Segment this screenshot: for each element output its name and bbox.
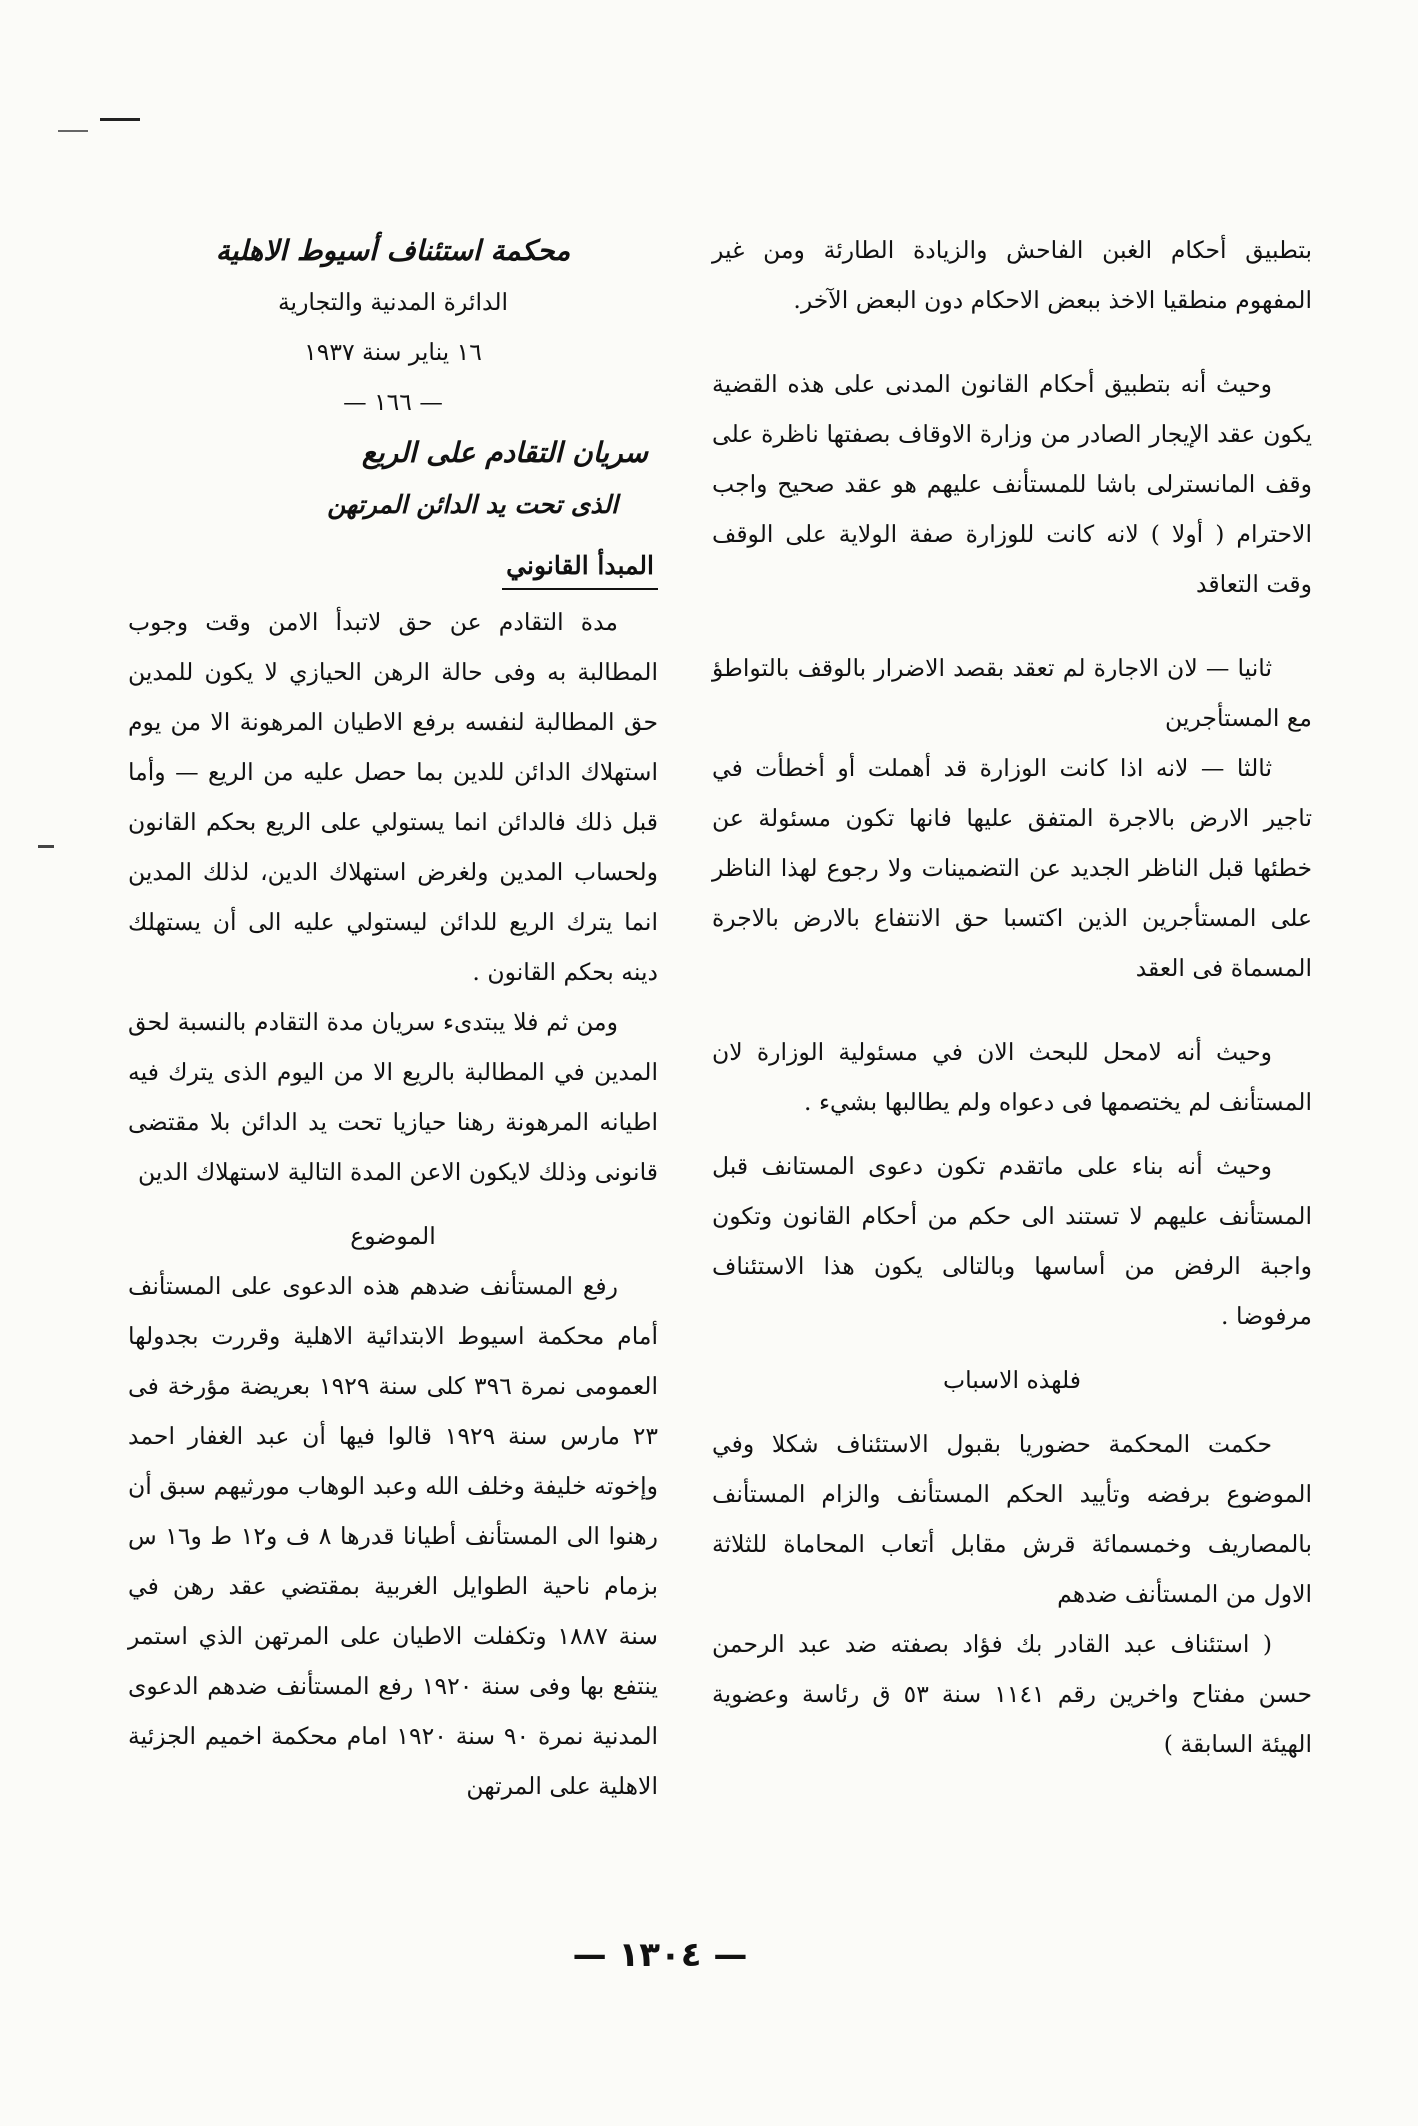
- paragraph: رفع المستأنف ضدهم هذه الدعوى على المستأنف أمام محكمة اسيوط الابتدائية الاهلية وقررت بجدولها العمومى نمرة ٣٩٦ كلى سنة ١٩٢٩ بعريضة مؤرخة فى ٢٣ مارس سنة ١٩٢٩ قالوا فيها أن عبد الغفار احمد وإخوته خليفة وخلف الله وعبد الوهاب مورثيهم سبق أن رهنوا الى المستأنف أطيانا قدرها ٨ ف و١٢ ط و١٦ س بزمام ناحية الطوايل الغربية بمقتضي عقد رهن في سنة ١٨٨٧ وتكفلت الاطيان على المرتهن الذي استمر ينتفع بها وفى سنة ١٩٢٠ رفع المستأنف ضدهم الدعوى المدنية نمرة ٩٠ سنة ١٩٢٠ امام محكمة اخميم الجزئية الاهلية على المرتهن: [128, 1272, 659, 1800]
- case-citation: ( استئناف عبد القادر بك فؤاد بصفته ضد عبد الرحمن حسن مفتاح واخرين رقم ١١٤١ سنة ٥٣ ق رئاسة وعضوية الهيئة السابقة ): [712, 1630, 1312, 1758]
- case-subtitle: الذى تحت يد الدائن المرتهن: [327, 490, 618, 519]
- page-number: — ١٣٠٤ —: [572, 1935, 748, 1975]
- scan-mark: [100, 118, 140, 121]
- paragraph: بتطبيق أحكام الغبن الفاحش والزيادة الطارئة ومن غير المفهوم منطقيا الاخذ ببعض الاحكام دون البعض الآخر.: [712, 236, 1312, 314]
- paragraph: مدة التقادم عن حق لاتبدأ الامن وقت وجوب المطالبة به وفى حالة الرهن الحيازي لا يكون للمدين حق المطالبة لنفسه برفع الاطيان المرهونة الا من يوم استهلاك الدائن للدين بما حصل عليه من الريع — وأما قبل ذلك فالدائن انما يستولي على الريع بحكم القانون ولحساب المدين ولغرض استهلاك الدين، لذلك المدين انما يترك الريع للدائن ليستولي عليه الى أن يستهلك دينه بحكم القانون .: [128, 608, 658, 986]
- reasons-heading: فلهذه الاسباب: [943, 1366, 1081, 1394]
- subject-heading: الموضوع: [350, 1222, 436, 1250]
- paragraph: ثالثا — لانه اذا كانت الوزارة قد أهملت أو أخطأت في تاجير الارض بالاجرة المتفق عليها فانها تكون مسئولة عن خطئها قبل الناظر الجديد عن التضمينات ولا رجوع لهذا الناظر على المستأجرين الذين اكتسبا حق الانتفاع بالارض بالاجرة المسماة فى العقد: [712, 754, 1312, 982]
- right-column: [712, 225, 1312, 1769]
- paragraph: ومن ثم فلا يبتدىء سريان مدة التقادم بالنسبة لحق المدين في المطالبة بالريع الا من اليوم الذى يترك فيه اطيانه المرهونة رهنا حيازيا تحت يد الدائن بلا مقتضى قانونى وذلك لايكون الاعن المدة التالية لاستهلاك الدين: [128, 1008, 658, 1186]
- court-name: محكمة استئناف أسيوط الاهلية: [215, 234, 571, 267]
- scan-mark: [58, 130, 88, 132]
- case-title: سريان التقادم على الريع: [361, 436, 648, 469]
- paragraph: وحيث أنه بتطبيق أحكام القانون المدنى على هذه القضية يكون عقد الإيجار الصادر من وزارة الاوقاف بصفتها ناظرة على وقف المانسترلى باشا للمستأنف عليهم هو عقد صحيح واجب الاحترام ( أولا ) لانه كانت للوزارة صفة الولاية على الوقف وقت التعاقد: [712, 370, 1312, 598]
- judgment-date: ١٦ يناير سنة ١٩٣٧: [304, 338, 482, 366]
- paragraph: حكمت المحكمة حضوريا بقبول الاستئناف شكلا وفي الموضوع برفضه وتأييد الحكم المستأنف والزام المستأنف بالمصاريف وخمسمائة قرش مقابل أتعاب المحاماة للثلاثة الاول من المستأنف ضدهم: [712, 1430, 1312, 1608]
- circuit-name: الدائرة المدنية والتجارية: [277, 288, 509, 316]
- paragraph: وحيث أنه بناء على ماتقدم تكون دعوى المستانف قبل المستأنف عليهم لا تستند الى حكم من أحكام القانون وتكون واجبة الرفض من أساسها وبالتالى يكون هذا الاستئناف مرفوضا .: [712, 1152, 1312, 1330]
- left-column: [128, 225, 658, 1811]
- paragraph: ثانيا — لان الاجارة لم تعقد بقصد الاضرار بالوقف بالتواطؤ مع المستأجرين: [712, 654, 1312, 732]
- principle-heading-wrap: [128, 541, 658, 591]
- paragraph: وحيث أنه لامحل للبحث الان في مسئولية الوزارة لان المستأنف لم يختصمها فى دعواه ولم يطالبها بشيء .: [712, 1038, 1312, 1116]
- principle-heading: المبدأ القانوني: [502, 544, 658, 590]
- case-number: — ١٦٦ —: [343, 388, 443, 416]
- scan-mark: [38, 845, 54, 848]
